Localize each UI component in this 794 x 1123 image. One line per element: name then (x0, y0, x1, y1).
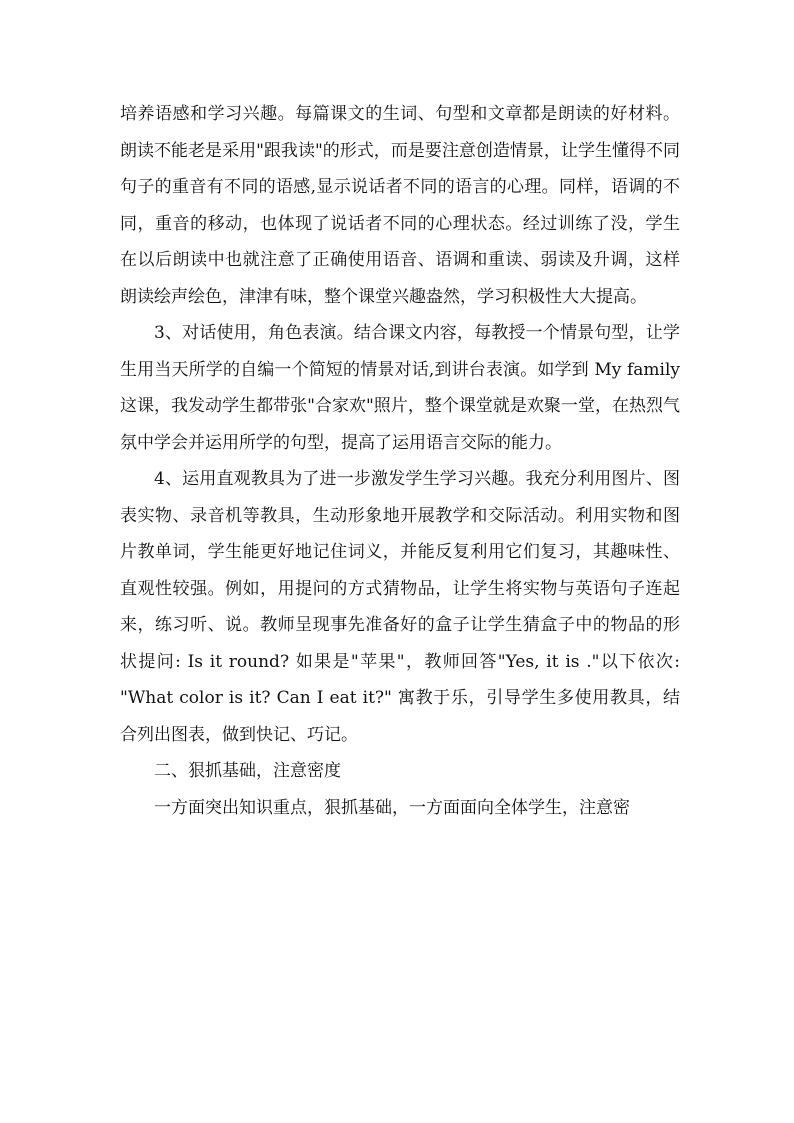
paragraph-dialogue-role-play: 3、对话使用，角色表演。结合课文内容，每教授一个情景句型，让学生用当天所学的自编一个简短的情景对话,到讲台表演。如学到 My family 这课，我发动学生都带张"合家欢"照片，整个课堂就是欢聚一堂，在热烈气氛中学会并运用所学的句型，提高了运用语言交际的能力。 (120, 323, 680, 453)
document-body (120, 96, 680, 826)
paragraph-key-points: 一方面突出知识重点，狠抓基础，一方面面向全体学生，注意密 (154, 797, 630, 818)
paragraph-reading-practice: 培养语感和学习兴趣。每篇课文的生词、句型和文章都是朗读的好材料。朗读不能老是采用"跟我读"的形式，而是要注意创造情景，让学生懂得不同句子的重音有不同的语感,显示说话者不同的语言的心理。同样，语调的不同，重音的移动，也体现了说话者不同的心理状态。经过训练了没，学生在以后朗读中也就注意了正确使用语音、语调和重读、弱读及升调，这样朗读绘声绘色，津津有味，整个课堂兴趣盎然，学习积极性大大提高。 (120, 104, 680, 307)
paragraph-visual-aids: 4、运用直观教具为了进一步激发学生学习兴趣。我充分利用图片、图表实物、录音机等教具，生动形象地开展教学和交际活动。利用实物和图片教单词，学生能更好地记住词义，并能反复利用它们复习，其趣味性、直观性较强。例如，用提问的方式猜物品，让学生将实物与英语句子连起来，练习听、说。教师呈现事先准备好的盒子让学生猜盒子中的物品的形状提问: Is it round? 如果是"苹果"，教师回答"Yes, it is ."以下依次: "What color is it? Can I eat it?" 寓教于乐，引导学生多使用教具，结合列出图表，做到快记、巧记。 (120, 469, 680, 745)
section-heading-basics-density: 二、狠抓基础，注意密度 (154, 761, 341, 781)
